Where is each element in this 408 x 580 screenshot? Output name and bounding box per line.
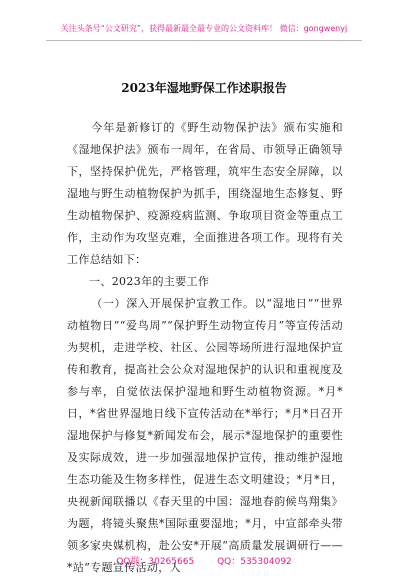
document-title: 2023年湿地野保工作述职报告 bbox=[121, 81, 287, 95]
document-body bbox=[67, 117, 343, 579]
section-heading: 一、2023年的主要工作 bbox=[89, 275, 210, 288]
body-paragraph: （一）深入开展保护宣教工作。以“湿地日”“世界动植物日”“爱鸟周”“保护野生动物宣传月”等宣传活动为契机，走进学校、社区、公园等场所进行湿地保护宣传和教育，提高社会公众对湿地保护的认识和重视度及参与率，自觉依法保护湿地和野生动植物资源。*月*日，*省世界湿地日线下宣传活动在*举行；*月*日召开湿地保护与修复*新闻发布会，展示*湿地保护的重要性及实际成效，进一步加强湿地保护宣传，推动维护湿地生态功能及生物多样性，促进生态文明建设；*月*日，央视新闻联播以《春天里的中国：湿地春韵候鸟翔集》为题，将镜头聚焦*国际重要湿地；*月，中宣部牵头带领多家央媒机构，赴公安*开展“高质量发展调研行——*站”专题宣传活动，人 bbox=[67, 297, 343, 574]
header-banner: 关注头条号“公文研究”，获得最新最全最专业的公文资料库！ 微信：gongwenyj bbox=[60, 24, 348, 33]
intro-paragraph: 今年是新修订的《野生动物保护法》颁布实施和《湿地保护法》颁布一周年，在省局、市领导正确领导下，坚持保护优先，严格管理，筑牢生态安全屏障，以湿地与野生动植物保护为抓手，围绕湿地生态修复、野生动植物保护、疫源疫病监测、争取项目资金等重点工作，主动作为攻坚克难，全面推进各项工作。现将有关工作总结如下： bbox=[67, 121, 343, 266]
header-divider bbox=[46, 40, 362, 41]
footer-contact: QQ群：30265665 QQ：535304092 bbox=[116, 557, 292, 567]
